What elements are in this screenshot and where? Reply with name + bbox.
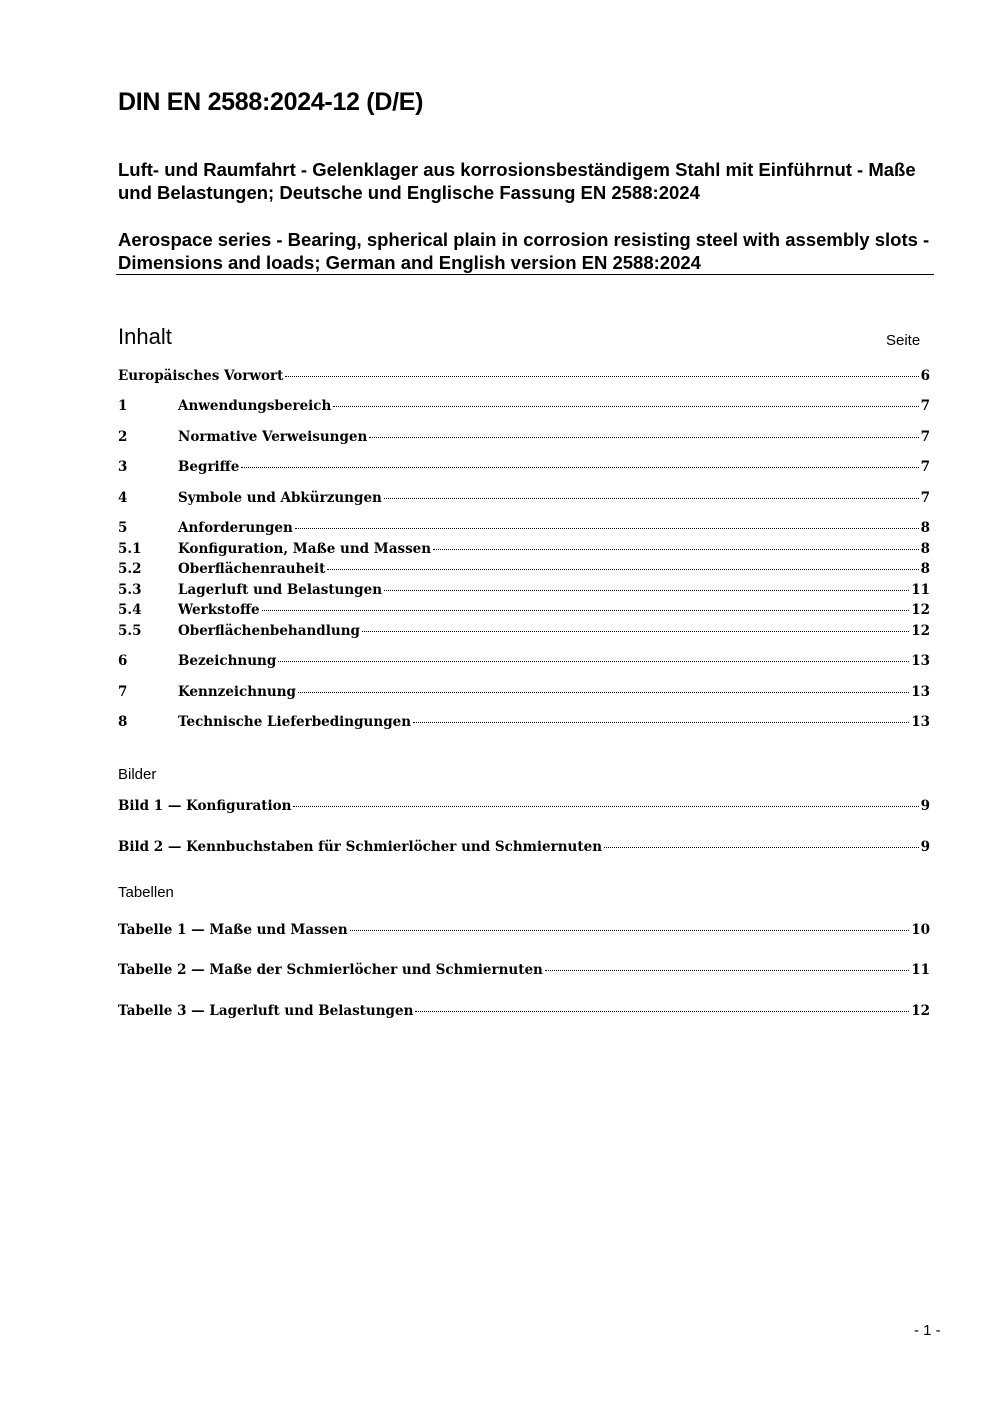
title-divider bbox=[116, 274, 934, 275]
tables-label: Tabellen bbox=[118, 884, 174, 901]
toc-entry-title: Anwendungsbereich bbox=[178, 398, 332, 414]
toc-page-label: Seite bbox=[886, 332, 921, 349]
toc-entry-title: Europäisches Vorwort bbox=[118, 368, 284, 384]
toc-entry-title: Oberflächenbehandlung bbox=[178, 623, 360, 639]
table-entry-title: Tabelle 2 — Maße der Schmierlöcher und Schmiernuten bbox=[118, 962, 543, 978]
document-id: DIN EN 2588:2024-12 (D/E) bbox=[118, 88, 424, 116]
figure-entry-title: Bild 1 — Konfiguration bbox=[118, 798, 292, 814]
toc-entry-title: Bezeichnung bbox=[178, 653, 277, 669]
toc-entry-6[interactable] bbox=[118, 653, 930, 673]
toc-entry-5-1[interactable] bbox=[118, 541, 930, 561]
figure-entry-page: 9 bbox=[920, 839, 930, 855]
toc-entry-7[interactable] bbox=[118, 684, 930, 704]
table-entry-3[interactable] bbox=[118, 1003, 930, 1023]
toc-entry-5-5[interactable] bbox=[118, 623, 930, 643]
table-entry-page: 11 bbox=[911, 962, 930, 978]
toc-entry-number: 6 bbox=[118, 653, 128, 669]
toc-entry-title: Begriffe bbox=[178, 459, 240, 475]
toc-entry-title: Symbole und Abkürzungen bbox=[178, 490, 382, 506]
toc-leader bbox=[433, 549, 919, 550]
table-entry-2[interactable] bbox=[118, 962, 930, 982]
toc-entry-5-3[interactable] bbox=[118, 582, 930, 602]
toc-leader bbox=[293, 806, 918, 807]
table-entry-page: 12 bbox=[911, 1003, 930, 1019]
figure-entry-page: 9 bbox=[920, 798, 930, 814]
toc-leader bbox=[285, 376, 918, 377]
toc-entry-5-2[interactable] bbox=[118, 561, 930, 581]
toc-entry-number: 7 bbox=[118, 684, 128, 700]
toc-entry-page: 13 bbox=[911, 684, 930, 700]
toc-entry-number: 4 bbox=[118, 490, 128, 506]
table-entry-page: 10 bbox=[911, 922, 930, 938]
toc-leader bbox=[369, 437, 918, 438]
toc-entry-5[interactable] bbox=[118, 520, 930, 540]
toc-entry-title: Konfiguration, Maße und Massen bbox=[178, 541, 432, 557]
toc-leader bbox=[604, 847, 919, 848]
toc-entry-page: 11 bbox=[911, 582, 930, 598]
toc-entry-page: 12 bbox=[911, 623, 930, 639]
toc-entry-number: 5.3 bbox=[118, 582, 142, 598]
toc-entry-page: 6 bbox=[920, 368, 930, 384]
table-entry-1[interactable] bbox=[118, 922, 930, 942]
toc-entry-page: 12 bbox=[911, 602, 930, 618]
toc-entry-page: 7 bbox=[920, 429, 930, 445]
toc-leader bbox=[384, 498, 919, 499]
toc-entry-page: 7 bbox=[920, 398, 930, 414]
toc-entry-page: 7 bbox=[920, 459, 930, 475]
toc-entry-number: 5.4 bbox=[118, 602, 142, 618]
toc-leader bbox=[350, 930, 910, 931]
figure-entry-1[interactable] bbox=[118, 798, 930, 818]
toc-entry-title: Anforderungen bbox=[178, 520, 293, 536]
toc-entry-title: Lagerluft und Belastungen bbox=[178, 582, 383, 598]
toc-entry-title: Normative Verweisungen bbox=[178, 429, 368, 445]
toc-entry-vorwort[interactable] bbox=[118, 368, 930, 388]
toc-leader bbox=[362, 631, 909, 632]
figure-entry-2[interactable] bbox=[118, 839, 930, 859]
toc-entry-title: Kennzeichnung bbox=[178, 684, 296, 700]
toc-entry-5-4[interactable] bbox=[118, 602, 930, 622]
toc-leader bbox=[278, 661, 909, 662]
title-english: Aerospace series - Bearing, spherical plain in corrosion resisting steel with assembly slots - Dimensions and loads; German and English version EN 2588:2024 bbox=[118, 229, 930, 273]
table-entry-title: Tabelle 1 — Maße und Massen bbox=[118, 922, 348, 938]
toc-entry-2[interactable] bbox=[118, 429, 930, 449]
toc-entry-page: 8 bbox=[920, 541, 930, 557]
toc-leader bbox=[333, 406, 918, 407]
toc-entry-title: Oberflächenrauheit bbox=[178, 561, 326, 577]
toc-entry-number: 8 bbox=[118, 714, 128, 730]
toc-leader bbox=[545, 970, 909, 971]
toc-entry-title: Technische Lieferbedingungen bbox=[178, 714, 412, 730]
toc-entry-title: Werkstoffe bbox=[178, 602, 260, 618]
toc-entry-number: 5.2 bbox=[118, 561, 142, 577]
toc-leader bbox=[295, 528, 919, 529]
toc-heading: Inhalt bbox=[118, 324, 172, 349]
figures-label: Bilder bbox=[118, 766, 157, 783]
toc-entry-page: 13 bbox=[911, 714, 930, 730]
toc-entry-8[interactable] bbox=[118, 714, 930, 734]
toc-entry-page: 13 bbox=[911, 653, 930, 669]
toc-entry-number: 2 bbox=[118, 429, 128, 445]
page-number: - 1 - bbox=[914, 1322, 941, 1339]
toc-entry-1[interactable] bbox=[118, 398, 930, 418]
toc-leader bbox=[327, 569, 918, 570]
toc-entry-number: 1 bbox=[118, 398, 128, 414]
toc-leader bbox=[298, 692, 909, 693]
toc-entry-number: 5 bbox=[118, 520, 128, 536]
toc-entry-page: 8 bbox=[920, 561, 930, 577]
toc-entry-number: 5.5 bbox=[118, 623, 142, 639]
title-german: Luft- und Raumfahrt - Gelenklager aus korrosionsbeständigem Stahl mit Einführnut - Maße und Belastungen; Deutsche und Englische Fassung EN 2588:2024 bbox=[118, 159, 916, 203]
toc-entry-page: 7 bbox=[920, 490, 930, 506]
toc-entry-3[interactable] bbox=[118, 459, 930, 479]
toc-leader bbox=[384, 590, 909, 591]
toc-entry-number: 5.1 bbox=[118, 541, 142, 557]
toc-entry-4[interactable] bbox=[118, 490, 930, 510]
toc-entry-page: 8 bbox=[920, 520, 930, 536]
toc-leader bbox=[262, 610, 910, 611]
toc-entry-number: 3 bbox=[118, 459, 128, 475]
figure-entry-title: Bild 2 — Kennbuchstaben für Schmierlöcher und Schmiernuten bbox=[118, 839, 603, 855]
table-entry-title: Tabelle 3 — Lagerluft und Belastungen bbox=[118, 1003, 414, 1019]
toc-leader bbox=[413, 722, 909, 723]
toc-leader bbox=[241, 467, 918, 468]
toc-leader bbox=[415, 1011, 909, 1012]
